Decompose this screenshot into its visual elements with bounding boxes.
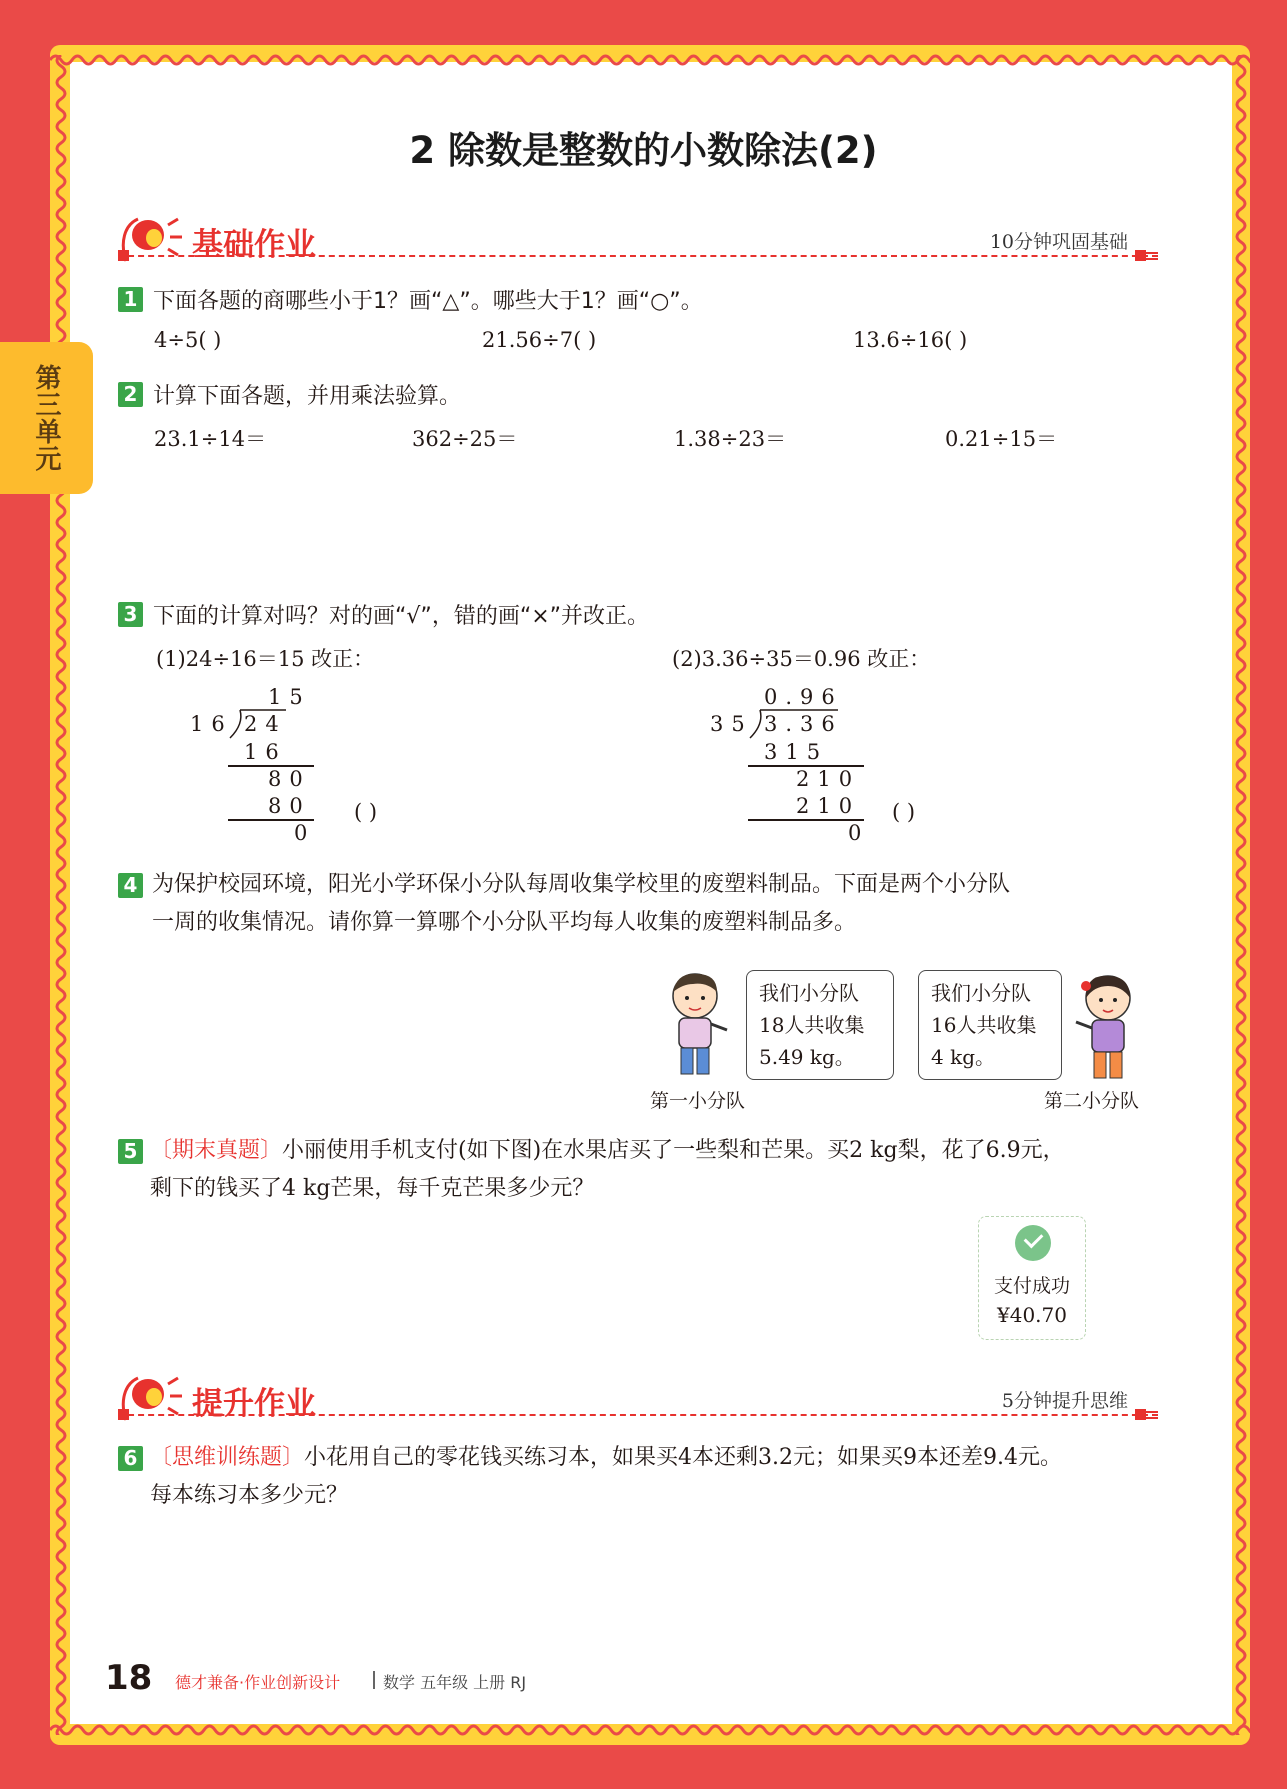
girl-illustration bbox=[1072, 972, 1142, 1082]
q4-line: 为保护校园环境，阳光小学环保小分队每周收集学校里的废塑料制品。下面是两个小分队 bbox=[152, 872, 1011, 897]
ld2-dividend: 3.36 bbox=[764, 712, 843, 736]
section-title: 基础作业 bbox=[192, 227, 316, 263]
section-divider bbox=[118, 1414, 1158, 1416]
q4-line: 一周的收集情况。请你算一算哪个小分队平均每人收集的废塑料制品多。 bbox=[152, 910, 857, 935]
q2-item: 0.21÷15＝ bbox=[945, 427, 1058, 451]
question-number: 1 bbox=[118, 287, 143, 312]
section-divider bbox=[118, 255, 1158, 257]
section-header-advanced bbox=[118, 1372, 1158, 1432]
q3-part2-label: (2)3.36÷35＝0.96 改正： bbox=[672, 647, 931, 671]
page-title: 2 除数是整数的小数除法(2) bbox=[409, 129, 878, 172]
q3-part1-label: (1)24÷16＝15 改正： bbox=[156, 647, 375, 671]
q5-line: 剩下的钱买了4 kg芒果，每千克芒果多少元？ bbox=[150, 1176, 595, 1201]
q1-item: 13.6÷16( ) bbox=[853, 328, 968, 352]
ld1-divisor: 16 bbox=[190, 712, 233, 736]
ld1-step: 80 bbox=[268, 767, 311, 791]
unit-side-tab-label: 第三单元 bbox=[31, 364, 61, 472]
payment-status: 支付成功 bbox=[993, 1275, 1070, 1297]
page-number: 18 bbox=[105, 1658, 153, 1698]
ld2-quotient: 0.96 bbox=[764, 685, 843, 709]
ld1-quotient: 15 bbox=[268, 685, 311, 709]
ld2-answer-blank[interactable]: ( ) bbox=[892, 800, 916, 824]
q5-tag: 〔期末真题〕 bbox=[150, 1138, 283, 1163]
payment-success-card bbox=[978, 1216, 1086, 1340]
q2-item: 1.38÷23＝ bbox=[674, 427, 787, 451]
q1-item: 4÷5( ) bbox=[154, 328, 222, 352]
ld2-step: 210 bbox=[796, 767, 861, 791]
question-2-text: 计算下面各题，并用乘法验算。 bbox=[153, 384, 462, 409]
q6-line: 每本练习本多少元？ bbox=[150, 1483, 349, 1508]
ld1-answer-blank[interactable]: ( ) bbox=[354, 800, 378, 824]
question-number: 6 bbox=[118, 1446, 143, 1471]
team1-label: 第一小分队 bbox=[650, 1090, 746, 1112]
ld1-step: 0 bbox=[294, 821, 316, 845]
question-number: 5 bbox=[118, 1139, 143, 1164]
footer-meta: 数学 五年级 上册 RJ bbox=[383, 1673, 527, 1692]
payment-amount: ¥40.70 bbox=[997, 1303, 1067, 1327]
footer-brand: 德才兼备·作业创新设计 bbox=[175, 1673, 341, 1692]
q6-line: 〔思维训练题〕小花用自己的零花钱买练习本，如果买4本还剩3.2元；如果买9本还差9.4元。 bbox=[150, 1445, 1062, 1470]
question-number: 4 bbox=[118, 873, 143, 898]
unit-side-tab bbox=[0, 342, 93, 494]
q1-item: 21.56÷7( ) bbox=[482, 328, 597, 352]
boy-illustration bbox=[665, 968, 735, 1078]
q2-item: 23.1÷14＝ bbox=[154, 427, 267, 451]
ld2-step: 315 bbox=[764, 740, 829, 764]
team2-label: 第二小分队 bbox=[1044, 1090, 1140, 1112]
question-number: 2 bbox=[118, 382, 143, 407]
section-title: 提升作业 bbox=[192, 1386, 316, 1422]
question-6-text bbox=[150, 1439, 1170, 1515]
q6-tag: 〔思维训练题〕 bbox=[150, 1445, 305, 1470]
ld2-divisor: 35 bbox=[710, 712, 753, 736]
ld2-step: 0 bbox=[848, 821, 870, 845]
question-5-text bbox=[150, 1132, 1170, 1208]
speech-bubble-team2: 我们小分队 16人共收集 4 kg。 bbox=[918, 970, 1062, 1080]
ld1-dividend: 24 bbox=[244, 712, 287, 736]
question-number: 3 bbox=[118, 602, 143, 627]
section-header-basic bbox=[118, 213, 1158, 273]
section-time-note: 10分钟巩固基础 bbox=[989, 231, 1128, 253]
section-time-note: 5分钟提升思维 bbox=[1001, 1390, 1128, 1412]
question-4-text bbox=[152, 866, 1172, 942]
ld1-step: 16 bbox=[244, 740, 287, 764]
speech-bubble-team1: 我们小分队 18人共收集 5.49 kg。 bbox=[746, 970, 894, 1080]
ld1-step: 80 bbox=[268, 794, 311, 818]
q5-line: 〔期末真题〕小丽使用手机支付(如下图)在水果店买了一些梨和芒果。买2 kg梨，花了6.9元， bbox=[150, 1138, 1065, 1163]
question-1-text: 下面各题的商哪些小于1？画“△”。哪些大于1？画“○”。 bbox=[153, 289, 703, 314]
check-icon bbox=[1015, 1225, 1051, 1261]
ld2-step: 210 bbox=[796, 794, 861, 818]
question-3-text: 下面的计算对吗？对的画“√”，错的画“×”并改正。 bbox=[153, 604, 650, 629]
q2-item: 362÷25＝ bbox=[412, 427, 518, 451]
